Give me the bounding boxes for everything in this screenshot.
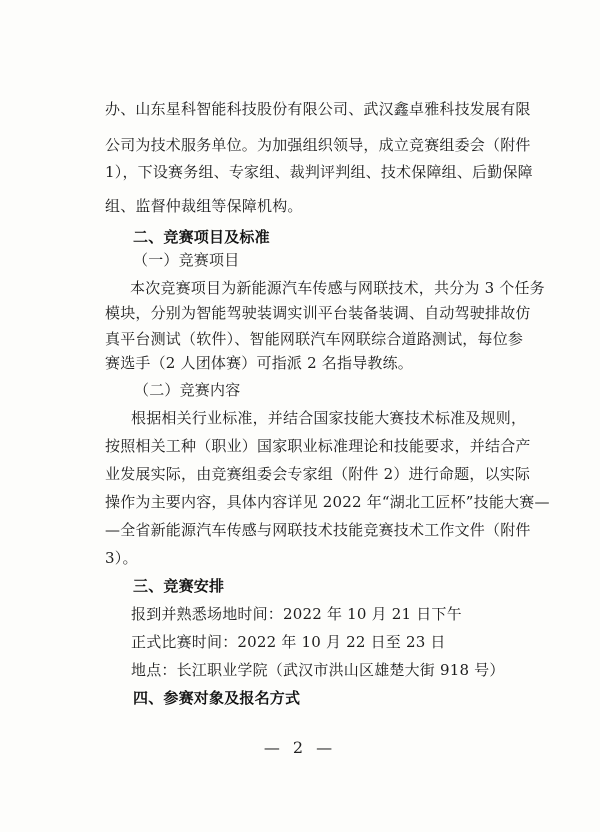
body-text-line: 3）。 [105, 549, 138, 567]
subsection-heading-1: （一）竞赛项目 [133, 251, 240, 269]
body-text-line: —全省新能源汽车传感与网联技术技能竞赛技术工作文件（附件 [105, 521, 531, 539]
section-heading-4: 四、参赛对象及报名方式 [133, 689, 301, 707]
schedule-checkin-line: 报到并熟悉场地时间：2022 年 10 月 21 日下午 [131, 605, 462, 623]
body-text-line: 模块，分别为智能驾驶装调实训平台装备装调、自动驾驶排故仿 [105, 304, 531, 322]
body-text-line: 根据相关行业标准，并结合国家技能大赛技术标准及规则， [131, 409, 527, 427]
subsection-heading-2: （二）竞赛内容 [134, 381, 241, 399]
body-text-line: 操作为主要内容，具体内容详见 2022 年“湖北工匠杯”技能大赛— [105, 493, 550, 511]
venue-line: 地点：长江职业学院（武汉市洪山区雄楚大街 918 号） [131, 661, 505, 679]
body-text-line: 业发展实际，由竞赛组委会专家组（附件 2）进行命题，以实际 [105, 465, 531, 483]
page-number: — 2 — [263, 738, 337, 757]
section-heading-3: 三、竞赛安排 [133, 577, 225, 595]
body-text-line: 本次竞赛项目为新能源汽车传感与网联技术，共分为 3 个任务 [130, 279, 545, 297]
section-heading-2: 二、竞赛项目及标准 [133, 228, 270, 246]
body-text-line: 公司为技术服务单位。为加强组织领导，成立竞赛组委会（附件 [105, 136, 531, 154]
body-text-line: 办、山东星科智能科技股份有限公司、武汉鑫卓雅科技发展有限 [105, 100, 531, 118]
body-text-line: 真平台测试（软件）、智能网联汽车网联综合道路测试，每位参 [105, 330, 524, 348]
schedule-competition-line: 正式比赛时间：2022 年 10 月 22 日至 23 日 [131, 633, 446, 651]
body-text-line: 按照相关工种（职业）国家职业标准理论和技能要求，并结合产 [105, 437, 531, 455]
body-text-line: 赛选手（2 人团体赛）可指派 2 名指导教练。 [105, 354, 413, 372]
body-text-line: 1），下设赛务组、专家组、裁判评判组、技术保障组、后勤保障 [105, 163, 533, 181]
body-text-line: 组、监督仲裁组等保障机构。 [105, 197, 303, 215]
